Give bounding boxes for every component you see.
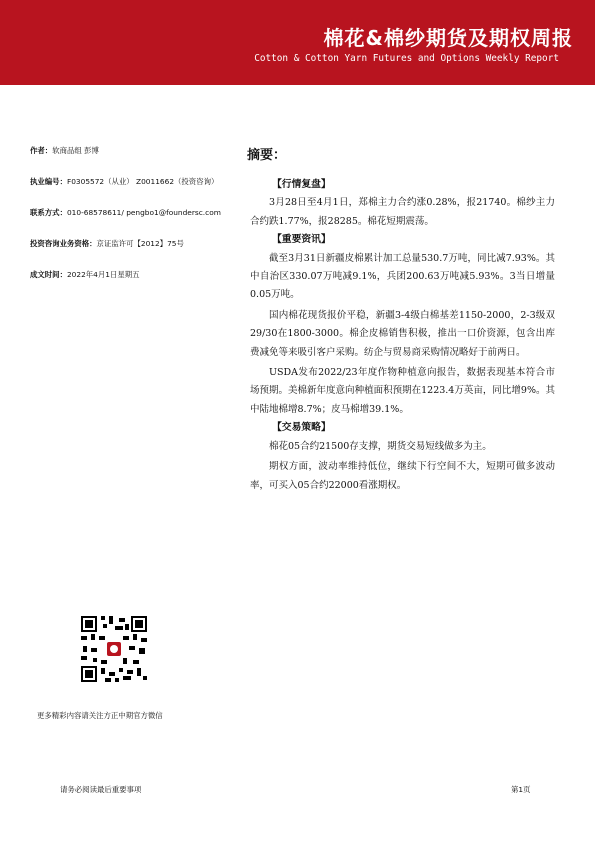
report-title: 棉花&棉纱期货及期权周报 — [323, 26, 573, 50]
license-row — [30, 176, 235, 207]
paragraph: USDA发布2022/23年度作物种植意向报告，数据表现基本符合市场预期。美棉新年度意向种植面积预期在1223.4万英亩，同比增9%。其中陆地棉增8.7%；皮马棉增39.1%。 — [250, 367, 555, 415]
report-header — [0, 0, 595, 85]
section-heading-trading-strategy: 【交易策略】 — [272, 422, 331, 434]
paragraph: 棉花05合约21500存支撑，期货交易短线做多为主。 — [269, 440, 492, 452]
qualification-value: 京证监许可【2012】75号 — [96, 239, 184, 248]
contact-row — [30, 207, 235, 238]
summary-title: 摘要： — [247, 148, 287, 163]
page-number: 第1页 — [511, 785, 531, 794]
qualification-row — [30, 238, 235, 269]
qualification-label: 投资咨询业务资格： — [30, 239, 97, 248]
date-value: 2022年4月1日星期五 — [66, 270, 140, 279]
qr-code — [79, 614, 149, 684]
date-label: 成文时间： — [30, 270, 67, 279]
author-label: 作者： — [30, 146, 53, 155]
paragraph: 期权方面，波动率维持低位，继续下行空间不大，短期可做多波动率，可买入05合约22000看涨期权。 — [250, 461, 555, 491]
contact-label: 联系方式： — [30, 208, 67, 217]
summary-body — [250, 176, 555, 495]
author-row — [30, 145, 235, 176]
section-heading-market-review: 【行情复盘】 — [272, 179, 331, 190]
footer-disclaimer-note: 请务必阅读最后重要事项 — [60, 785, 142, 794]
author-value: 软商品组 彭博 — [52, 146, 99, 155]
contact-value: 010-68578611/ pengbo1@foundersc.com — [66, 208, 221, 217]
qr-caption: 更多精彩内容请关注方正中期官方微信 — [37, 711, 163, 720]
license-label: 执业编号： — [30, 177, 67, 186]
author-info — [30, 145, 235, 300]
date-row — [30, 269, 235, 300]
qr-code-image — [79, 614, 149, 684]
paragraph: 截至3月31日新疆皮棉累计加工总量530.7万吨，同比减7.93%。其中自治区330.07万吨减9.1%，兵团200.63万吨减5.93%。3当日增量0.05万吨。 — [250, 252, 555, 301]
section-heading-key-news: 【重要资讯】 — [272, 234, 331, 246]
license-value: F0305572（从业） Z0011662（投资咨询） — [66, 177, 219, 186]
paragraph: 国内棉花现货报价平稳，新疆3-4级白棉基差1150-2000，2-3级双29/30在1800-3000。棉企皮棉销售积极，推出一口价资源，包含出库费减免等来吸引客户采购。纺企与贸易商采购情况略好于前两日。 — [250, 309, 555, 358]
report-subtitle: Cotton & Cotton Yarn Futures and Options Weekly Report — [254, 53, 559, 64]
paragraph: 3月28日至4月1日，郑棉主力合约涨0.28%，报21740。棉纱主力合约跌1.77%，报28285。棉花短期震荡。 — [250, 197, 555, 227]
